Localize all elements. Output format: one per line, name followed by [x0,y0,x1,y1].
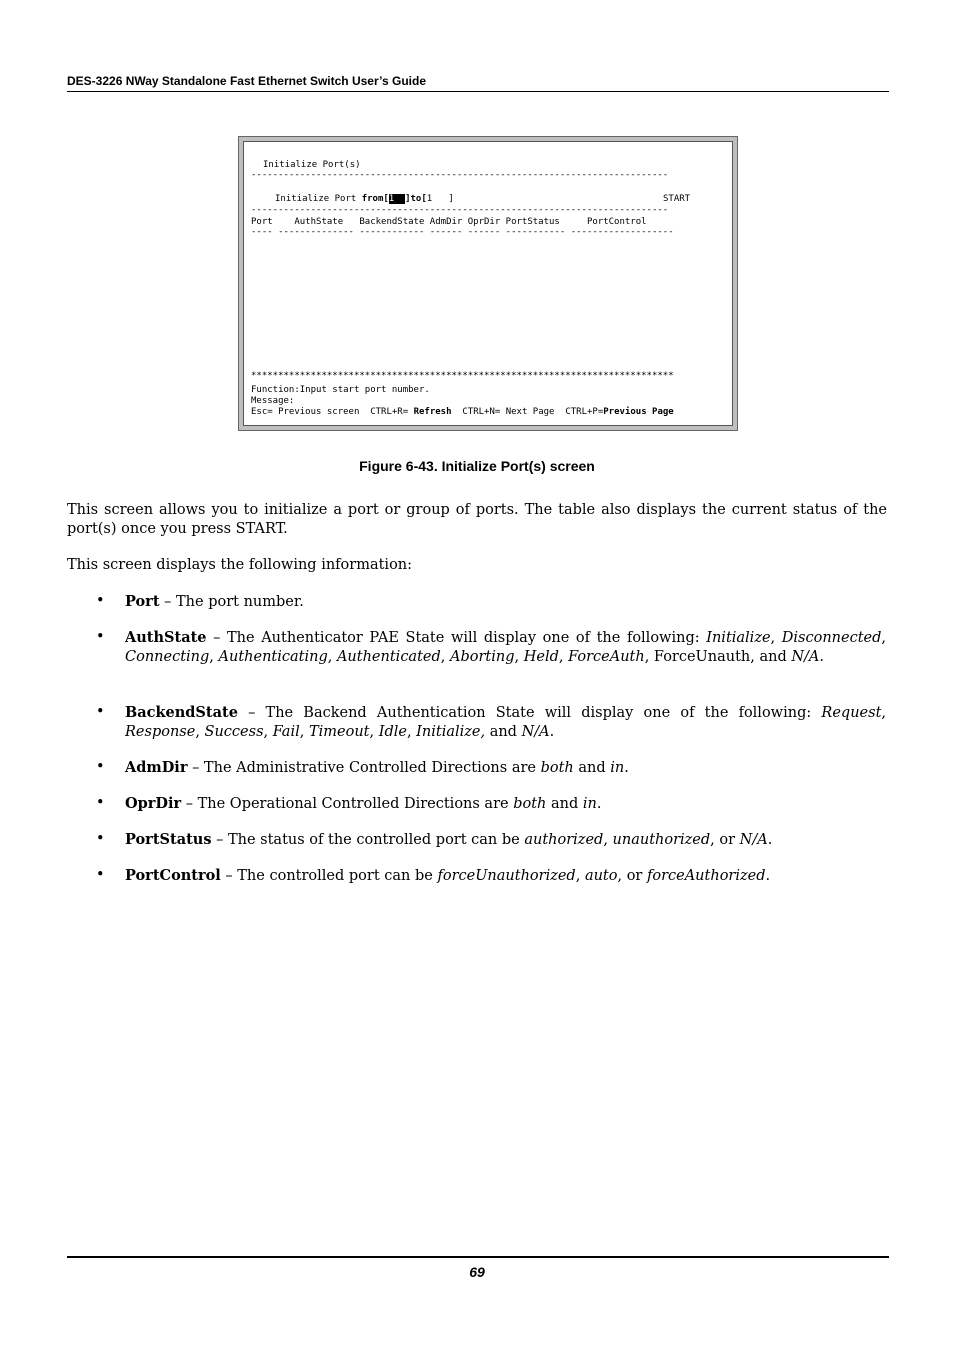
bullet: • [96,759,105,775]
page-number: 69 [469,1264,485,1280]
screenshot-frame [238,136,738,431]
bullet: • [96,831,105,847]
bullet: • [96,795,105,811]
terminal-divider-2: ----------------------------------------------------------------------------- [251,205,669,215]
running-header: DES-3226 NWay Standalone Fast Ethernet Switch User’s Guide [67,74,426,88]
bullet: • [96,704,105,720]
stars-divider: ****************************************************************************** [251,371,674,381]
list-item-backendstate: BackendState – The Backend Authentication State will display one of the following: Request, Response, Success, Fail, Timeout, Idle, Initialize, and N/A. [125,704,886,740]
list-item-portstatus: PortStatus – The status of the controlled port can be authorized, unauthorized, or N/A. [125,831,773,848]
message-line: Message: [251,396,295,406]
hotkey-line [251,407,674,418]
initialize-label: Initialize Port [275,194,362,204]
bullet: • [96,867,105,883]
ctrl-r-key: CTRL+R= [370,407,414,417]
next-page-label[interactable]: Next Page [505,407,555,417]
bullet: • [96,629,105,645]
terminal-divider: ----------------------------------------------------------------------------- [251,170,669,180]
esc-key[interactable]: Esc= Previous screen [251,407,371,417]
start-button[interactable]: START [663,194,691,204]
ctrl-n-key: CTRL+N= [451,407,506,417]
list-item-oprdir: OprDir – The Operational Controlled Directions are both and in. [125,795,602,812]
to-label: ]to[ [405,194,427,204]
terminal-screen [243,141,733,426]
ctrl-p-key: CTRL+P= [554,407,604,417]
previous-page-label[interactable]: Previous Page [603,407,674,417]
from-label: from[ [361,194,389,204]
list-item-port: Port – The port number. [125,593,304,610]
intro-paragraph: This screen allows you to initialize a port or group of ports. The table also displays the current status of the port(s) once you press START. [67,502,887,537]
footer-rule [67,1256,889,1258]
to-port-input[interactable]: 1 ] [426,194,454,204]
from-port-input[interactable]: 1 [388,194,406,204]
lead-paragraph: This screen displays the following information: [67,557,413,573]
header-rule [67,91,889,92]
refresh-label[interactable]: Refresh [413,407,452,417]
list-item-authstate: AuthState – The Authenticator PAE State will display one of the following: Initialize, Disconnected, Connecting, Authenticating, Authenticated, Aborting, Held, ForceAuth, ForceUnauth, and N/A. [125,629,887,665]
function-line: Function:Input start port number. [251,385,430,395]
list-item-admdir: AdmDir – The Administrative Controlled Directions are both and in. [125,759,629,776]
bullet: • [96,593,105,609]
table-header-rule: ---- -------------- ------------ ------ ------ ----------- ------------------- [251,227,674,237]
terminal-title: Initialize Port(s) [263,160,361,170]
list-item-portcontrol: PortControl – The controlled port can be forceUnauthorized, auto, or forceAuthorized. [125,867,771,884]
table-header: Port AuthState BackendState AdmDir OprDir PortStatus PortControl [251,217,647,227]
figure-caption: Figure 6-43. Initialize Port(s) screen [359,458,595,474]
initialize-row [275,194,454,205]
